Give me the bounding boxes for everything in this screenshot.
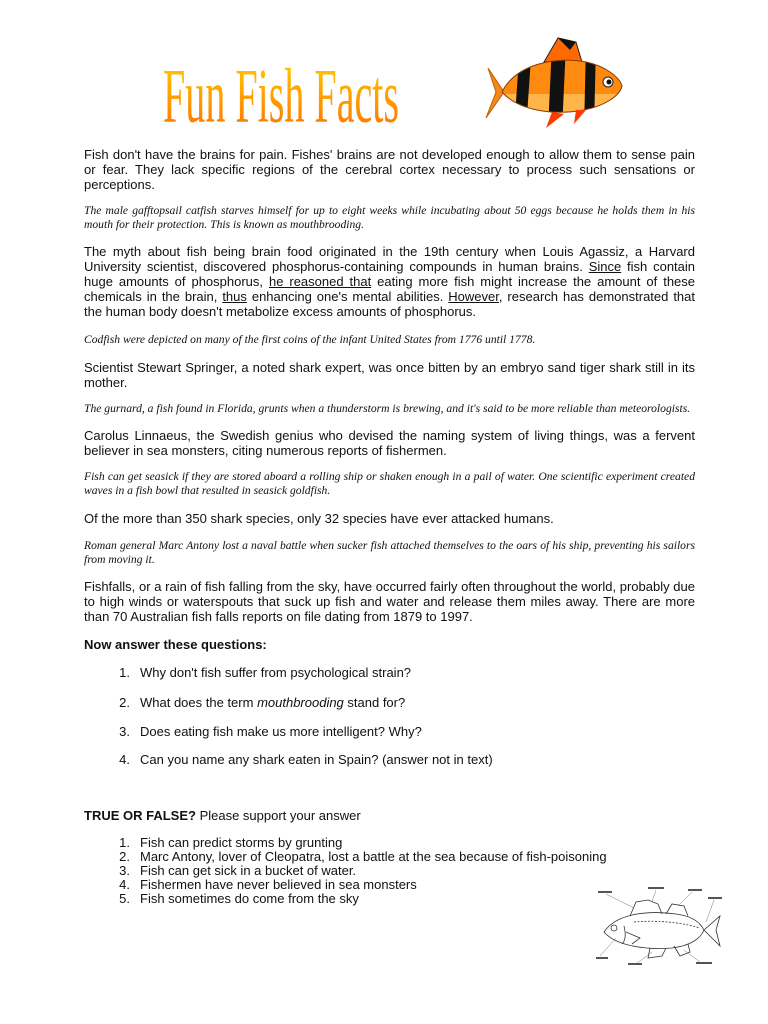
question-number: 3. [119, 724, 130, 739]
text-run: fish contain huge amounts of phosphorus, [84, 259, 696, 289]
text-run: eating more fish might increase the amount of these chemicals in the brain, [84, 274, 696, 304]
underlined-since: Since [588, 259, 622, 274]
text-run: enhancing one's mental abilities. [246, 289, 449, 304]
statement-text: Fish can predict storms by grunting [140, 835, 343, 850]
emphasis-mouthbrooding: mouthbrooding [257, 695, 344, 710]
questions-list [84, 665, 695, 767]
true-false-instruction: Please support your answer [195, 808, 361, 823]
statement-text: Fishermen have never believed in sea monsters [140, 877, 417, 892]
fact-paragraph-italic: Roman general Marc Antony lost a naval battle when sucker fish attached themselves to the oars of his ship, preventing his sailors from moving it. [84, 539, 695, 566]
statement-number: 5. [119, 891, 130, 906]
true-false-label: TRUE OR FALSE? [84, 808, 196, 823]
statement-text: Fish sometimes do come from the sky [140, 891, 359, 906]
fact-paragraph: Scientist Stewart Springer, a noted shark expert, was once bitten by an embryo sand tiger shark still in its mother. [84, 360, 695, 390]
question-text: Does eating fish make us more intelligent? Why? [140, 724, 422, 739]
question-item [84, 752, 695, 767]
question-number: 1. [119, 665, 130, 680]
question-number: 2. [119, 695, 130, 710]
statement-item [84, 864, 695, 878]
fact-paragraph-italic: Codfish were depicted on many of the first coins of the infant United States from 1776 until 1778. [84, 333, 536, 346]
fish-anatomy-diagram [596, 886, 724, 966]
fact-paragraph [84, 244, 695, 319]
statement-text: Fish can get sick in a bucket of water. [140, 863, 357, 878]
statement-item [84, 850, 695, 864]
fact-paragraph-italic: The gurnard, a fish found in Florida, grunts when a thunderstorm is brewing, and it's said to be more reliable than meteorologists. [84, 402, 691, 415]
question-text: Why don't fish suffer from psychological strain? [140, 665, 412, 680]
true-false-heading [84, 808, 695, 823]
statement-text: Marc Antony, lover of Cleopatra, lost a battle at the sea because of fish-poisoning [140, 849, 607, 864]
statement-number: 3. [119, 863, 130, 878]
statement-number: 4. [119, 877, 130, 892]
text-run: What does the term [140, 695, 258, 710]
tiger-barb-fish-image [486, 34, 626, 130]
question-text [130, 695, 405, 710]
questions-heading: Now answer these questions: [84, 637, 267, 652]
fact-paragraph: Fishfalls, or a rain of fish falling from the sky, have occurred fairly often throughout the world, probably due to high winds or waterspouts that suck up fish and water and release them miles away. There are more than 70 Australian fish falls reports on file dating from 1879 to 1997. [84, 579, 695, 624]
question-item [84, 724, 695, 739]
question-item [84, 695, 695, 710]
title-wordart [163, 46, 403, 140]
statement-number: 1. [119, 835, 130, 850]
statement-item [84, 836, 695, 850]
question-text: Can you name any shark eaten in Spain? (answer not in text) [140, 752, 493, 767]
text-run: , research has demonstrated that the human body doesn't metabolize excess amounts of phosphorus. [84, 289, 695, 319]
fact-paragraph: Carolus Linnaeus, the Swedish genius who devised the naming system of living things, was a fervent believer in sea monsters, citing numerous reports of fishermen. [84, 428, 695, 458]
fact-paragraph: Fish don't have the brains for pain. Fishes' brains are not developed enough to allow them to sense pain or fear. They lack specific regions of the cerebral cortex necessary to process such sensations or perceptions. [84, 147, 695, 192]
underlined-however: However [448, 289, 499, 304]
page-title: Fun Fish Facts [163, 52, 399, 140]
fact-paragraph: Of the more than 350 shark species, only 32 species have ever attacked humans. [84, 511, 554, 526]
text-run: stand for? [343, 695, 406, 710]
underlined-he-reasoned-that: he reasoned that [268, 274, 372, 289]
text-run: The myth about fish being brain food originated in the 19th century when Louis Agassiz, a Harvard University scientist, discovered phosphorus-containing compounds in human brains. [84, 244, 695, 274]
fact-paragraph-italic: The male gafftopsail catfish starves himself for up to eight weeks while incubating about 50 eggs because he holds them in his mouth for their protection. This is known as mouthbrooding. [84, 204, 695, 231]
statement-number: 2. [119, 849, 130, 864]
question-number: 4. [119, 752, 130, 767]
fish-facts-content [84, 147, 695, 906]
underlined-thus: thus [222, 289, 247, 304]
question-item [84, 665, 695, 680]
fact-paragraph-italic: Fish can get seasick if they are stored aboard a rolling ship or shaken enough in a pail of water. One scientific experiment created waves in a fish bowl that resulted in seasick goldfish. [84, 470, 695, 497]
